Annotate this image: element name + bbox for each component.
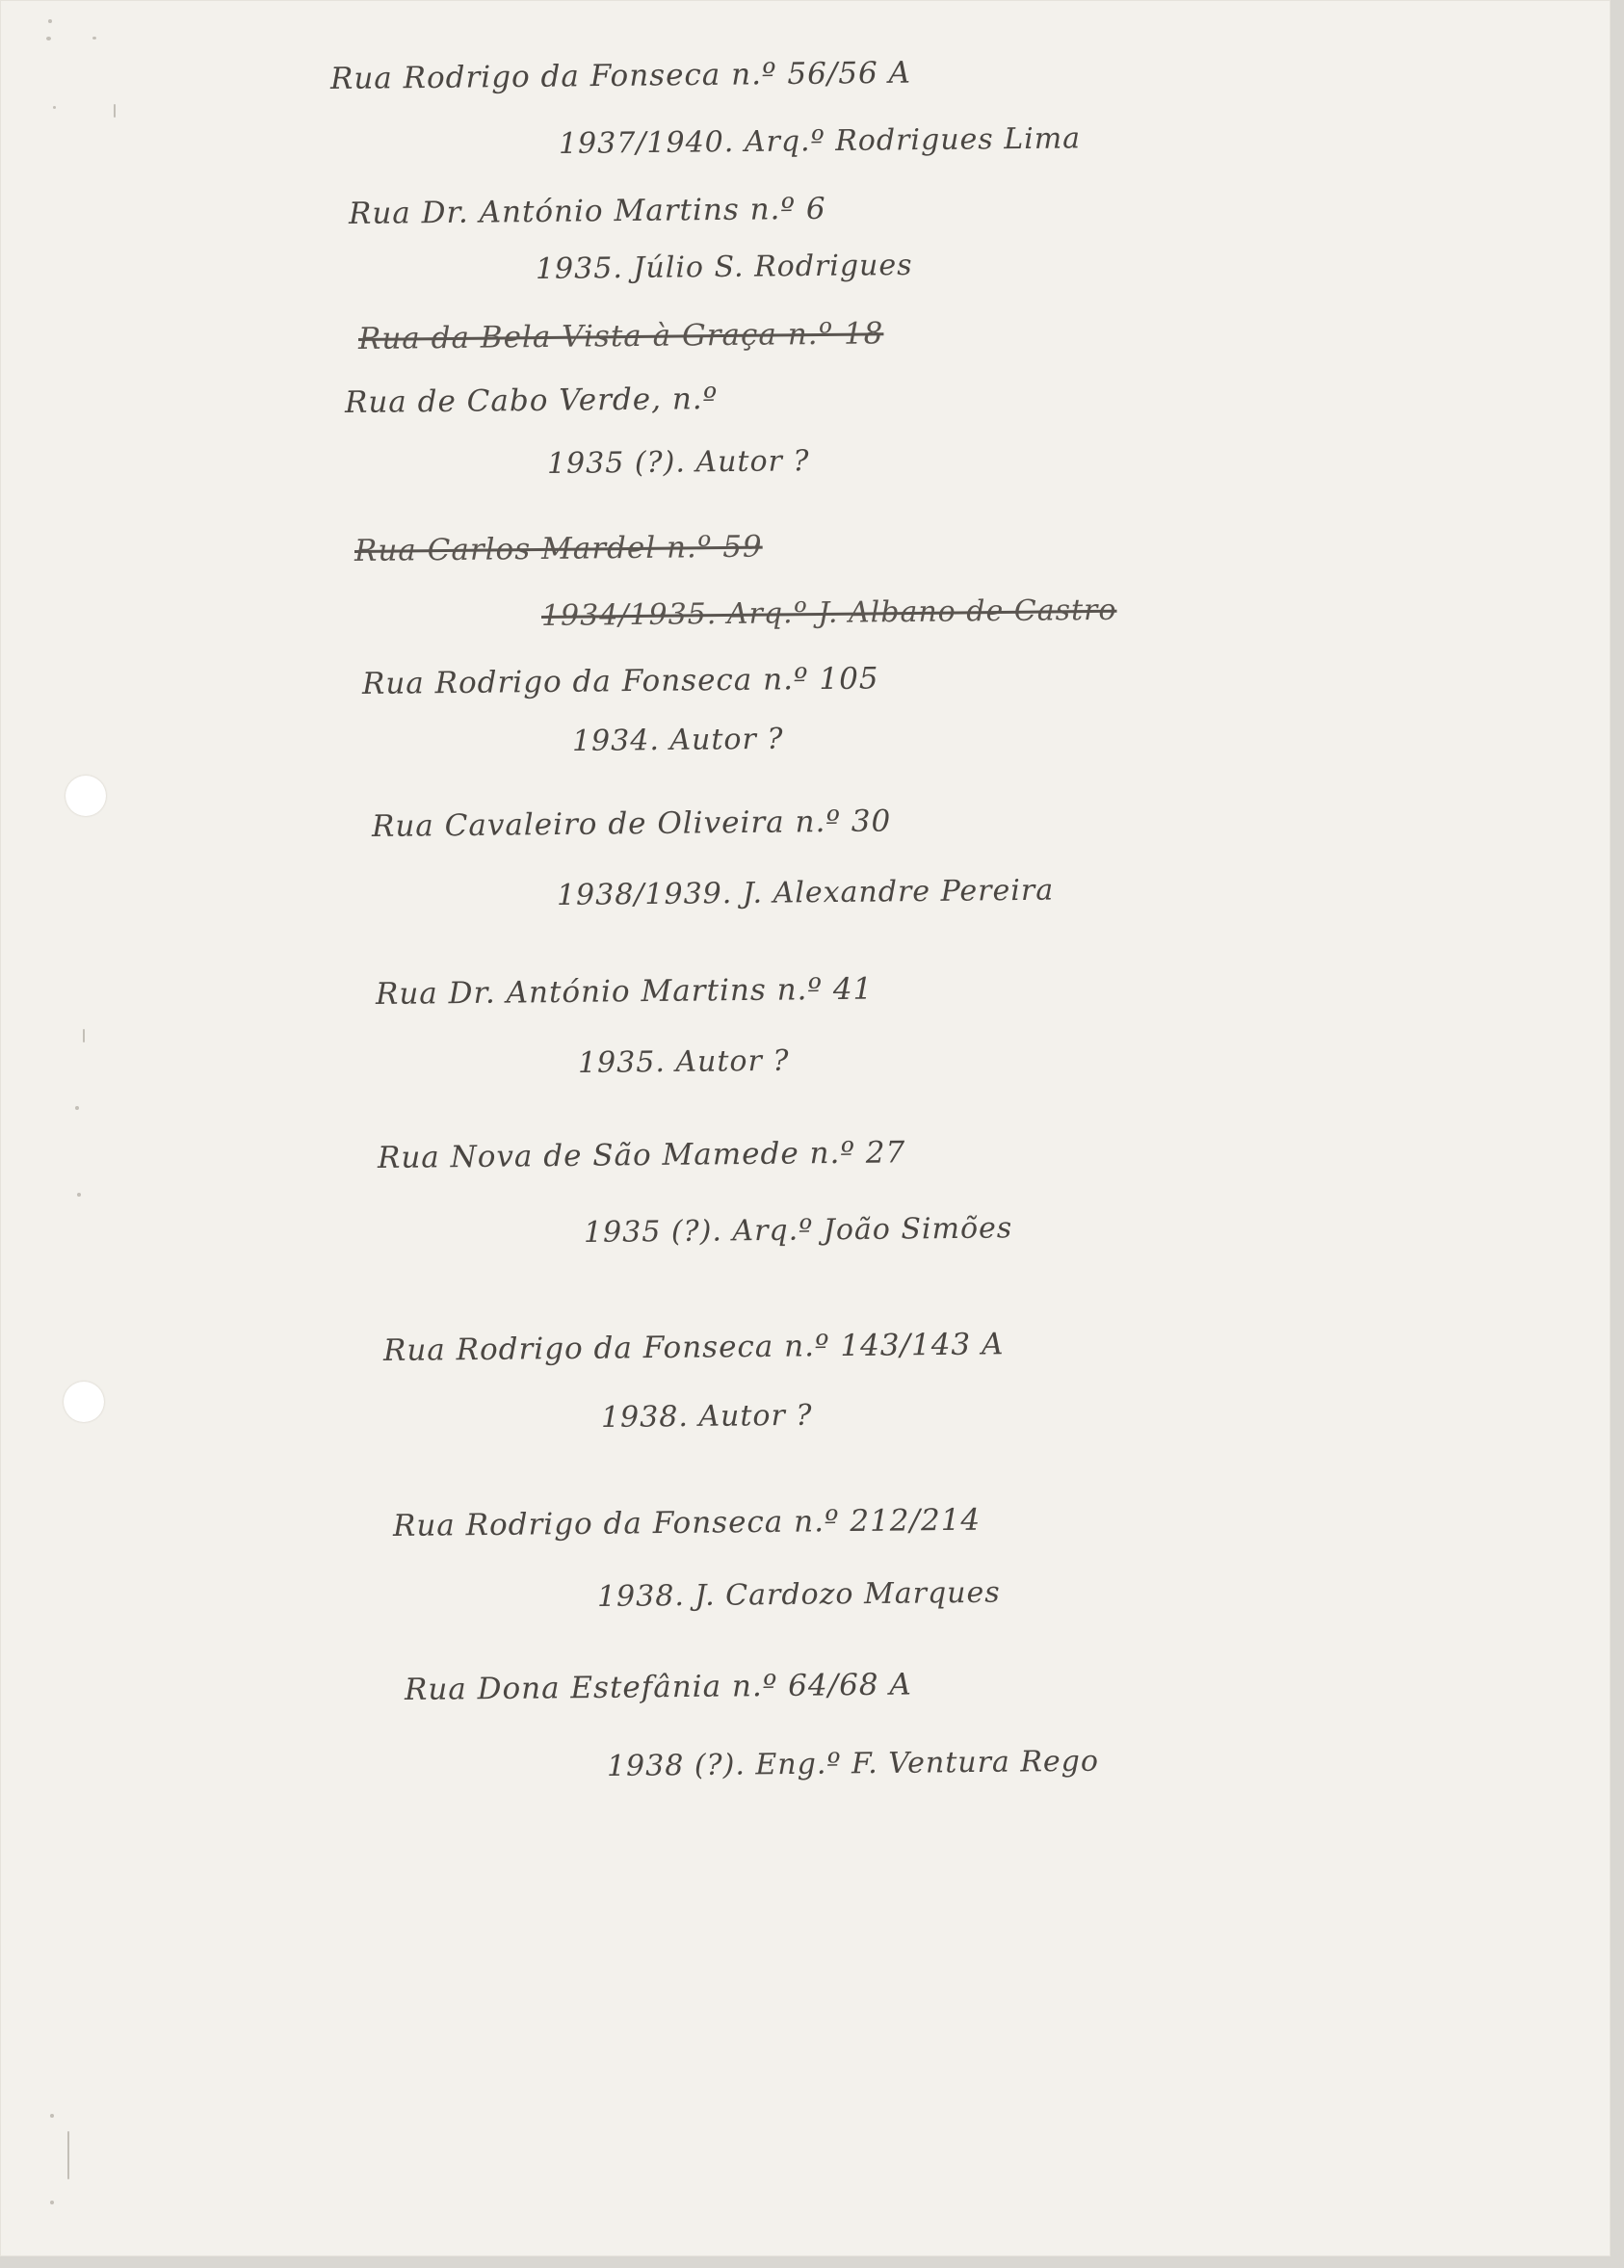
entry-7-detail: 1938/1939. J. Alexandre Pereira <box>556 873 1055 912</box>
entry-2-address: Rua Dr. António Martins n.º 6 <box>348 191 826 231</box>
entry-9-address: Rua Nova de São Mamede n.º 27 <box>377 1135 906 1175</box>
paper-mark <box>50 2201 54 2204</box>
paper-mark <box>46 37 51 40</box>
paper-mark <box>53 106 56 109</box>
entry-4-detail: 1935 (?). Autor ? <box>546 444 810 481</box>
paper-mark <box>77 1193 81 1197</box>
punch-hole-top <box>65 776 106 816</box>
entry-7-address: Rua Cavaleiro de Oliveira n.º 30 <box>371 804 892 844</box>
entry-11-address: Rua Rodrigo da Fonseca n.º 212/214 <box>392 1502 982 1543</box>
entry-6-detail: 1934. Autor ? <box>571 722 784 758</box>
entry-5-detail-struck: 1934/1935. Arq.º J. Albano de Castro <box>540 593 1117 633</box>
entry-8-detail: 1935. Autor ? <box>577 1043 790 1080</box>
entry-10-detail: 1938. Autor ? <box>600 1398 813 1435</box>
entry-6-address: Rua Rodrigo da Fonseca n.º 105 <box>361 661 879 701</box>
paper-mark <box>67 2131 69 2179</box>
entry-4-address: Rua de Cabo Verde, n.º <box>344 381 719 420</box>
entry-5-address-struck: Rua Carlos Mardel n.º 59 <box>354 529 763 568</box>
paper-mark <box>83 1029 85 1042</box>
paper-mark <box>92 37 96 40</box>
entry-1-address: Rua Rodrigo da Fonseca n.º 56/56 A <box>329 55 912 96</box>
entry-12-detail: 1938 (?). Eng.º F. Ventura Rego <box>606 1744 1100 1783</box>
paper-mark <box>75 1106 79 1110</box>
entry-8-address: Rua Dr. António Martins n.º 41 <box>375 971 874 1012</box>
entry-1-detail: 1937/1940. Arq.º Rodrigues Lima <box>558 121 1082 161</box>
entry-11-detail: 1938. J. Cardozo Marques <box>596 1575 1001 1614</box>
paper-mark <box>50 2114 54 2118</box>
entry-2-detail: 1935. Júlio S. Rodrigues <box>535 248 913 286</box>
entry-12-address: Rua Dona Estefânia n.º 64/68 A <box>404 1667 912 1707</box>
punch-hole-bottom <box>64 1382 104 1422</box>
paper-mark <box>48 19 52 23</box>
paper-mark <box>114 104 116 118</box>
entry-3-address-struck: Rua da Bela Vista à Graça n.º 18 <box>357 316 884 356</box>
entry-10-address: Rua Rodrigo da Fonseca n.º 143/143 A <box>382 1327 1005 1368</box>
entry-9-detail: 1935 (?). Arq.º João Simões <box>583 1211 1013 1250</box>
